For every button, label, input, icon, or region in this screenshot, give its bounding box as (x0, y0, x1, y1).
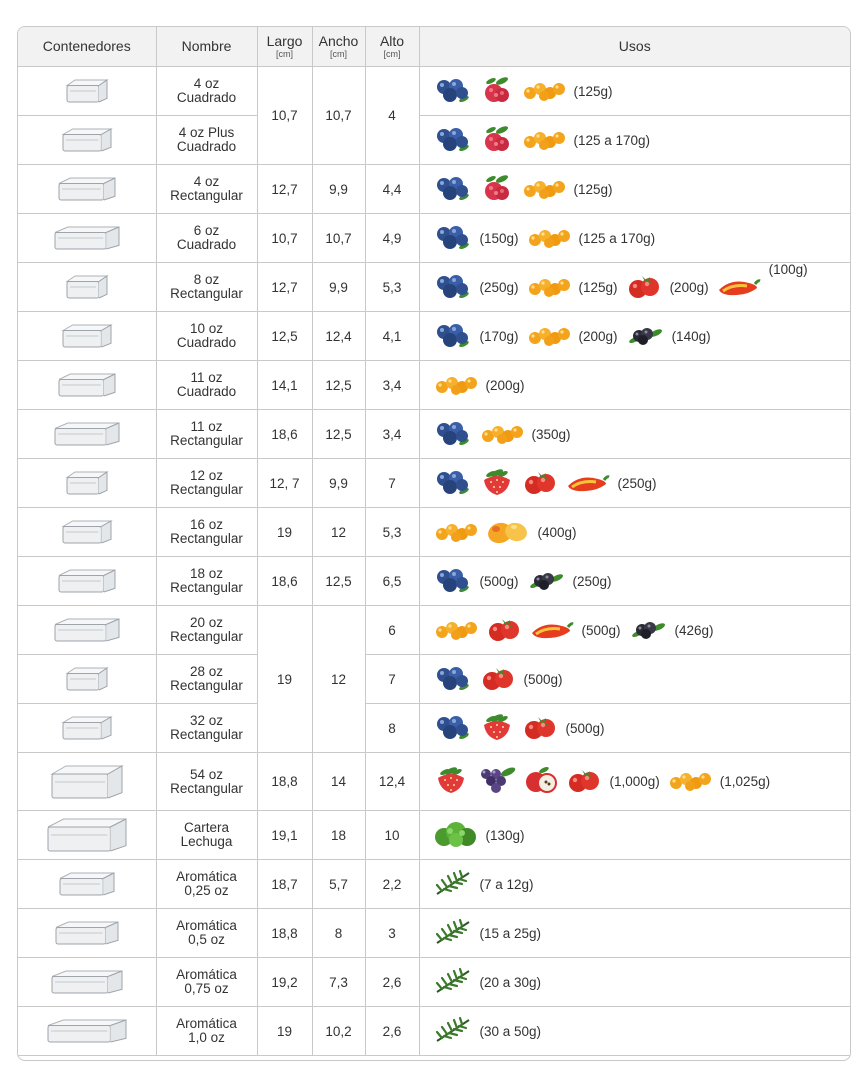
dimension-alto: 5,3 (365, 508, 419, 557)
container-name-shape: Rectangular (170, 188, 243, 203)
header-height-label: Alto (379, 33, 405, 49)
blackberry-icon (527, 569, 565, 594)
container-thumbnail (18, 508, 156, 557)
container-name (156, 214, 257, 263)
container-name-size: 4 oz (193, 174, 220, 189)
container-name-shape: Rectangular (170, 433, 243, 448)
container-name-shape: 0,25 oz (184, 883, 229, 898)
container-name (156, 508, 257, 557)
container-name-shape: Cuadrado (176, 139, 237, 154)
chili-pepper-icon (530, 617, 574, 644)
cherry-tomato-icon (566, 766, 602, 797)
goldenberry-icon (434, 618, 478, 643)
uses-cell (419, 860, 850, 909)
table-row (18, 361, 850, 410)
raspberry-icon (480, 125, 514, 156)
container-name (156, 606, 257, 655)
dimension-largo: 12,7 (257, 263, 312, 312)
table-row (18, 606, 850, 655)
dimension-largo: 18,8 (257, 753, 312, 811)
grapes-icon (476, 765, 516, 798)
container-thumbnail (18, 557, 156, 606)
blueberry-icon (434, 273, 472, 302)
table-row (18, 459, 850, 508)
blueberry-icon (434, 420, 472, 449)
container-thumbnail (18, 909, 156, 958)
use-amount: (426g) (674, 622, 714, 638)
container-name-shape: Lechuga (180, 834, 233, 849)
dimension-ancho: 9,9 (312, 263, 365, 312)
container-name (156, 704, 257, 753)
use-amount: (100g) (768, 261, 808, 277)
container-name-size: 4 oz Plus (178, 125, 235, 140)
cherry-tomato-icon (522, 713, 558, 744)
container-thumbnail (18, 361, 156, 410)
goldenberry-icon (522, 128, 566, 153)
uses-cell (419, 312, 850, 361)
uses-line (434, 373, 851, 398)
dimension-alto: 4,4 (365, 165, 419, 214)
table-row (18, 410, 850, 459)
use-amount: (250g) (572, 573, 612, 589)
container-thumbnail (18, 67, 156, 116)
blueberry-icon (434, 714, 472, 743)
cherry-tomato-icon (626, 272, 662, 303)
header-width-label: Ancho (318, 33, 359, 49)
dimension-ancho: 12 (312, 606, 365, 753)
container-name-size: Aromática (176, 967, 237, 982)
dimension-ancho: 18 (312, 811, 365, 860)
dimension-alto: 8 (365, 704, 419, 753)
table-row (18, 263, 850, 312)
use-amount: (125g) (578, 279, 618, 295)
container-name-shape: Rectangular (170, 286, 243, 301)
uses-cell (419, 753, 850, 811)
container-name-shape: Rectangular (170, 780, 243, 796)
uses-line (434, 420, 851, 449)
container-name-size: Cartera (183, 820, 229, 835)
uses-cell (419, 909, 850, 958)
container-thumbnail (18, 704, 156, 753)
use-amount: (140g) (671, 328, 711, 344)
uses-cell (419, 508, 850, 557)
goldenberry-icon (668, 769, 712, 794)
dimension-alto: 3 (365, 909, 419, 958)
container-name (156, 361, 257, 410)
use-amount: (125 a 170g) (573, 132, 651, 148)
goldenberry-icon (527, 275, 571, 300)
container-name (156, 459, 257, 508)
dimension-alto: 2,6 (365, 1007, 419, 1056)
table-row (18, 655, 850, 704)
use-amount: (500g) (479, 573, 519, 589)
use-amount: (200g) (669, 279, 709, 295)
container-name-size: 16 oz (189, 517, 224, 532)
table-row (18, 508, 850, 557)
container-thumbnail (18, 312, 156, 361)
container-thumbnail (18, 116, 156, 165)
use-amount: (15 a 25g) (479, 925, 542, 941)
container-name-size: 8 oz (193, 272, 220, 287)
use-amount: (500g) (565, 720, 605, 736)
chili-pepper-icon (566, 470, 610, 497)
table-row (18, 958, 850, 1007)
table-row (18, 312, 850, 361)
uses-line (434, 517, 851, 548)
container-name-shape: 0,5 oz (188, 932, 225, 947)
uses-cell (419, 459, 850, 508)
goldenberry-icon (522, 79, 566, 104)
dimension-ancho: 14 (312, 753, 365, 811)
container-name-shape: Rectangular (170, 580, 243, 595)
strawberry-icon (480, 468, 514, 499)
table-row (18, 704, 850, 753)
uses-line (434, 870, 851, 899)
strawberry-icon (434, 766, 468, 797)
container-name (156, 655, 257, 704)
container-thumbnail (18, 606, 156, 655)
container-thumbnail (18, 958, 156, 1007)
use-amount: (250g) (479, 279, 519, 295)
use-amount: (30 a 50g) (479, 1023, 542, 1039)
dimension-alto: 4 (365, 67, 419, 165)
dimension-ancho: 12,5 (312, 361, 365, 410)
container-thumbnail (18, 263, 156, 312)
container-name-size: 11 oz (190, 419, 223, 434)
container-name-size: 18 oz (189, 566, 224, 581)
dimension-ancho: 12,4 (312, 312, 365, 361)
raspberry-icon (480, 174, 514, 205)
table-row (18, 1007, 850, 1056)
blueberry-icon (434, 665, 472, 694)
use-amount: (170g) (479, 328, 519, 344)
container-name (156, 909, 257, 958)
dimension-largo: 18,7 (257, 860, 312, 909)
uses-line (434, 1017, 851, 1046)
dimension-largo: 12,5 (257, 312, 312, 361)
container-name (156, 67, 257, 116)
dimension-largo: 18,8 (257, 909, 312, 958)
uses-line (434, 765, 851, 798)
strawberry-icon (480, 713, 514, 744)
header-length-label: Largo (266, 33, 303, 49)
header-containers: Contenedores (18, 27, 156, 67)
dimension-alto: 5,3 (365, 263, 419, 312)
container-name-size: 12 oz (189, 468, 224, 483)
header-length (257, 27, 312, 67)
table-row (18, 753, 850, 811)
container-name-size: 6 oz (193, 223, 220, 238)
container-name-shape: Rectangular (170, 629, 243, 644)
goldenberry-icon (480, 422, 524, 447)
container-thumbnail (18, 410, 156, 459)
container-name-shape: 1,0 oz (188, 1030, 225, 1045)
container-name (156, 958, 257, 1007)
dimension-alto: 7 (365, 655, 419, 704)
dimension-largo: 10,7 (257, 214, 312, 263)
uses-line (434, 76, 851, 107)
dimension-largo: 19,2 (257, 958, 312, 1007)
dimension-alto: 7 (365, 459, 419, 508)
dimension-ancho: 5,7 (312, 860, 365, 909)
dimension-ancho: 8 (312, 909, 365, 958)
container-thumbnail (18, 811, 156, 860)
uses-cell (419, 655, 850, 704)
dimension-largo: 19 (257, 606, 312, 753)
dimension-ancho: 10,2 (312, 1007, 365, 1056)
uses-cell (419, 958, 850, 1007)
goldenberry-icon (527, 324, 571, 349)
container-name-size: 4 oz (193, 76, 220, 91)
blackberry-icon (629, 618, 667, 643)
container-thumbnail (18, 165, 156, 214)
container-name-size: 32 oz (189, 713, 224, 728)
use-amount: (125 a 170g) (578, 230, 656, 246)
dimension-largo: 12,7 (257, 165, 312, 214)
cherry-tomato-icon (480, 664, 516, 695)
uses-cell (419, 116, 850, 165)
uses-cell (419, 606, 850, 655)
blueberry-icon (434, 469, 472, 498)
dimension-alto: 10 (365, 811, 419, 860)
use-amount: (130g) (485, 827, 525, 843)
use-amount: (1,000g) (609, 774, 660, 789)
header-height (365, 27, 419, 67)
table-row (18, 909, 850, 958)
blackberry-icon (626, 324, 664, 349)
uses-line (434, 125, 851, 156)
dimension-largo: 19 (257, 508, 312, 557)
goldenberry-icon (434, 373, 478, 398)
container-name (156, 557, 257, 606)
blueberry-icon (434, 175, 472, 204)
container-name-size: Aromática (176, 869, 237, 884)
raspberry-icon (480, 76, 514, 107)
container-name-shape: Rectangular (170, 678, 243, 693)
dimension-largo: 14,1 (257, 361, 312, 410)
container-name-size: 28 oz (189, 664, 224, 679)
container-name-size: Aromática (176, 918, 237, 933)
dimension-largo: 19 (257, 1007, 312, 1056)
use-amount: (1,025g) (719, 774, 771, 789)
container-name (156, 165, 257, 214)
container-name (156, 410, 257, 459)
container-name (156, 263, 257, 312)
chili-pepper-icon (717, 274, 761, 301)
dimension-alto: 6,5 (365, 557, 419, 606)
use-amount: (125g) (573, 83, 613, 99)
uses-line (434, 567, 851, 596)
goldenberry-icon (434, 520, 478, 545)
container-name-size: 20 oz (189, 615, 224, 630)
lettuce-icon (434, 821, 478, 850)
uses-line (434, 261, 851, 303)
container-name-shape: Cuadrado (176, 335, 237, 350)
uses-line (434, 664, 851, 695)
use-amount: (20 a 30g) (479, 974, 542, 990)
uses-line (434, 919, 851, 948)
uses-cell (419, 1007, 850, 1056)
table-row (18, 557, 850, 606)
container-name (156, 811, 257, 860)
dimension-largo: 18,6 (257, 410, 312, 459)
container-name-size: Aromática (176, 1016, 237, 1031)
uses-line (434, 713, 851, 744)
use-amount: (200g) (485, 377, 525, 393)
uses-cell (419, 214, 850, 263)
container-name-shape: 0,75 oz (184, 981, 229, 996)
dimension-alto: 2,6 (365, 958, 419, 1007)
uses-line (434, 968, 851, 997)
container-name-shape: Cuadrado (176, 90, 237, 105)
use-amount: (250g) (617, 475, 657, 491)
use-amount: (350g) (531, 426, 571, 442)
dimension-largo: 12, 7 (257, 459, 312, 508)
header-row (18, 27, 850, 67)
table-row (18, 214, 850, 263)
table-row (18, 165, 850, 214)
dimension-largo: 18,6 (257, 557, 312, 606)
container-thumbnail (18, 753, 156, 811)
dimension-ancho: 10,7 (312, 67, 365, 165)
containers-table-frame (17, 26, 851, 1061)
dimension-ancho: 9,9 (312, 165, 365, 214)
dimension-alto: 3,4 (365, 361, 419, 410)
uses-cell (419, 361, 850, 410)
uses-cell (419, 263, 850, 312)
blueberry-icon (434, 224, 472, 253)
use-amount: (125g) (573, 181, 613, 197)
cherry-tomato-icon (486, 615, 522, 646)
uses-cell (419, 410, 850, 459)
uses-cell (419, 811, 850, 860)
container-name-size: 11 oz (190, 370, 223, 385)
header-width (312, 27, 365, 67)
herb-icon (434, 1017, 472, 1046)
dimension-alto: 3,4 (365, 410, 419, 459)
blueberry-icon (434, 322, 472, 351)
container-name (156, 753, 257, 811)
use-amount: (400g) (537, 524, 577, 540)
containers-table (18, 27, 850, 1056)
header-uses: Usos (419, 27, 850, 67)
header-height-unit: [cm] (383, 49, 401, 59)
goldenberry-icon (522, 177, 566, 202)
uses-cell (419, 67, 850, 116)
apple-icon (524, 766, 558, 797)
header-width-unit: [cm] (330, 49, 347, 59)
container-name (156, 860, 257, 909)
dimension-ancho: 7,3 (312, 958, 365, 1007)
container-name-size: 10 oz (189, 321, 224, 336)
container-name (156, 312, 257, 361)
use-amount: (500g) (523, 671, 563, 687)
dimension-ancho: 12,5 (312, 410, 365, 459)
goldenberry-icon (527, 226, 571, 251)
uses-cell (419, 557, 850, 606)
mango-icon (486, 517, 530, 548)
container-thumbnail (18, 459, 156, 508)
herb-icon (434, 968, 472, 997)
table-row (18, 67, 850, 116)
blueberry-icon (434, 126, 472, 155)
uses-line (434, 322, 851, 351)
header-length-unit: [cm] (276, 49, 293, 59)
blueberry-icon (434, 567, 472, 596)
blueberry-icon (434, 77, 472, 106)
herb-icon (434, 870, 472, 899)
uses-line (434, 821, 851, 850)
uses-line (434, 224, 851, 253)
table-row (18, 811, 850, 860)
container-thumbnail (18, 860, 156, 909)
use-amount: (200g) (578, 328, 618, 344)
dimension-alto: 4,9 (365, 214, 419, 263)
container-name-shape: Cuadrado (176, 384, 237, 399)
dimension-alto: 12,4 (365, 753, 419, 811)
header-name: Nombre (156, 27, 257, 67)
table-row (18, 116, 850, 165)
container-name-shape: Rectangular (170, 531, 243, 546)
dimension-ancho: 12,5 (312, 557, 365, 606)
dimension-ancho: 12 (312, 508, 365, 557)
uses-line (434, 468, 851, 499)
dimension-ancho: 10,7 (312, 214, 365, 263)
dimension-ancho: 9,9 (312, 459, 365, 508)
container-name-size: 54 oz (189, 766, 224, 782)
dimension-largo: 10,7 (257, 67, 312, 165)
container-name-shape: Rectangular (170, 482, 243, 497)
container-name-shape: Cuadrado (176, 237, 237, 252)
dimension-alto: 4,1 (365, 312, 419, 361)
container-thumbnail (18, 214, 156, 263)
herb-icon (434, 919, 472, 948)
table-row (18, 860, 850, 909)
container-thumbnail (18, 1007, 156, 1056)
uses-line (434, 615, 851, 646)
container-thumbnail (18, 655, 156, 704)
use-amount: (500g) (581, 622, 621, 638)
use-amount: (150g) (479, 230, 519, 246)
uses-cell (419, 704, 850, 753)
container-name (156, 1007, 257, 1056)
dimension-alto: 2,2 (365, 860, 419, 909)
cherry-tomato-icon (522, 468, 558, 499)
dimension-alto: 6 (365, 606, 419, 655)
dimension-largo: 19,1 (257, 811, 312, 860)
use-amount: (7 a 12g) (479, 876, 534, 892)
uses-cell (419, 165, 850, 214)
container-name (156, 116, 257, 165)
uses-line (434, 174, 851, 205)
container-name-shape: Rectangular (170, 727, 243, 742)
